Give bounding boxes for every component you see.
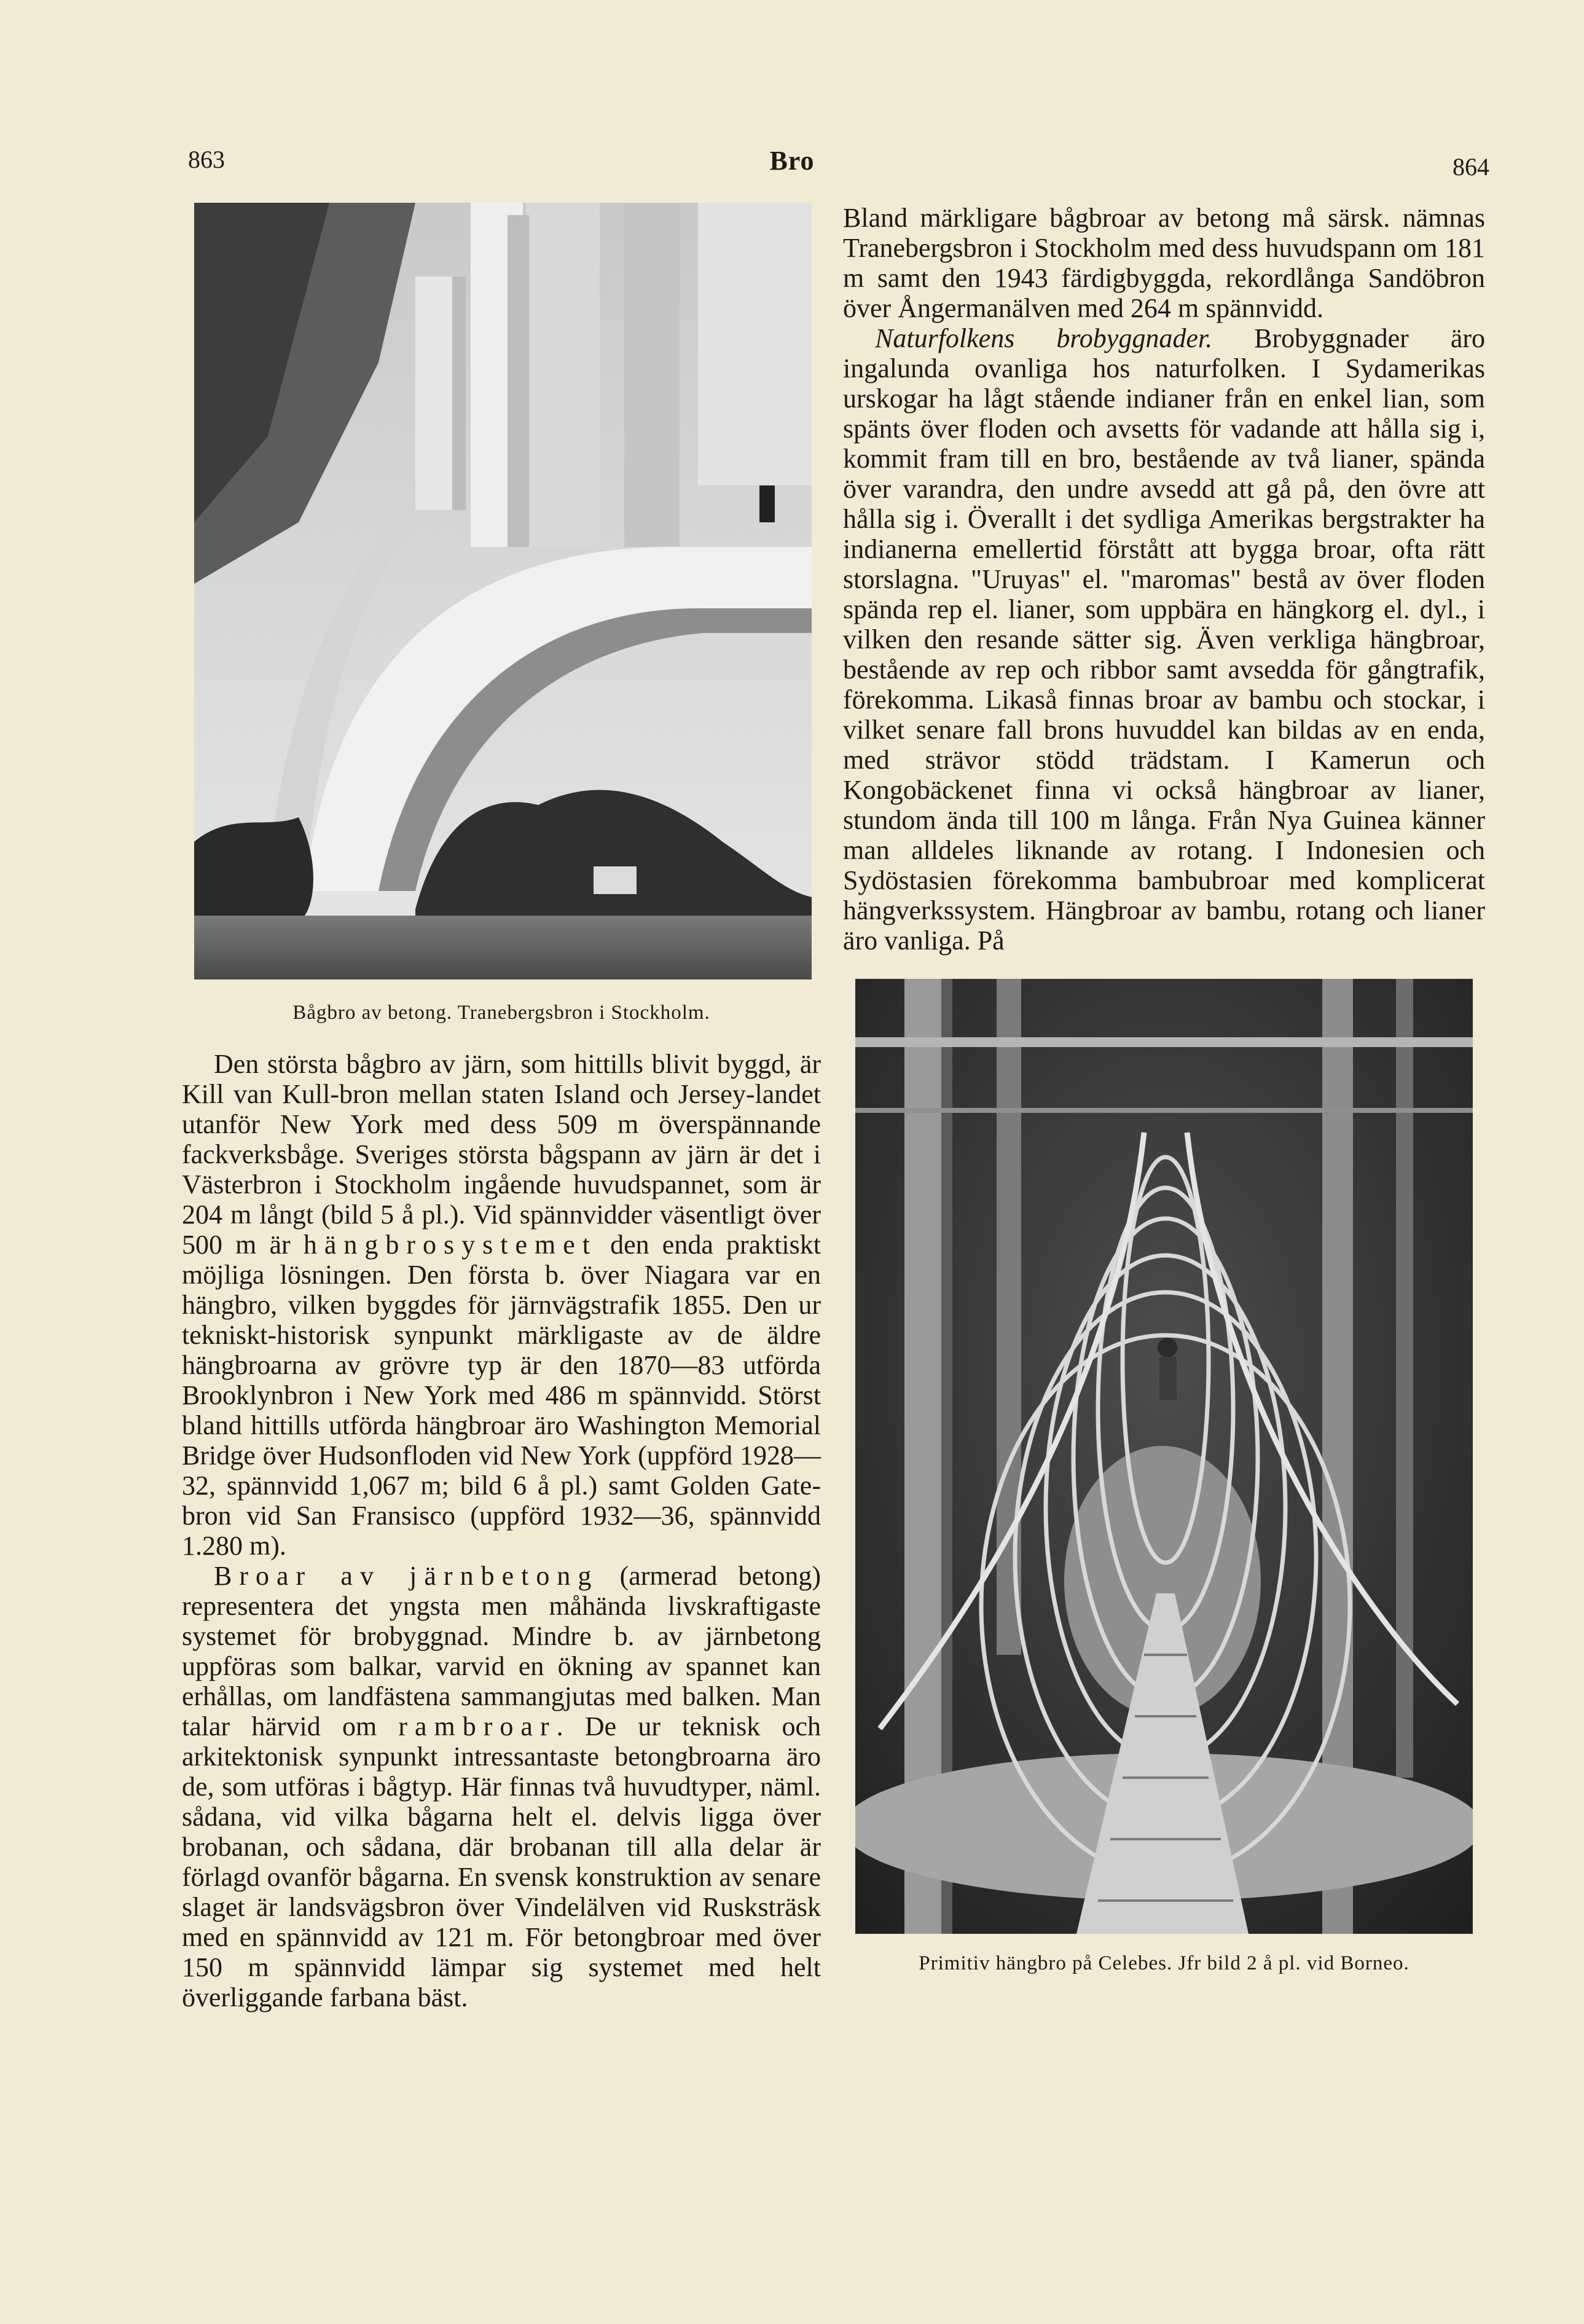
page-number-left: 863 — [188, 146, 225, 173]
paragraph-concrete-arch-bridges: Bland märkligare bågbroar av betong må särsk. nämnas Tranebergsbron i Stockholm med dess huvudspann om 181 m samt den 1943 färdigbyggda, rekordlånga Sandöbron över Ångermanälven med 264 m spännvidd. — [843, 203, 1485, 323]
paragraph-native-bridges: Naturfolkens brobyggnader. Brobyggnader äro ingalunda ovanliga hos naturfolken. I Sydamerikas urskogar ha lågt stående indianer från en enkel lian, som spänts över floden och avsetts för vadande att hålla sig i, kommit fram till en bro, bestående av två lianer, spända över varandra, den undre avsedd att gå på, den övre att hålla sig i. Överallt i det sydliga Amerikas bergstrakter ha indianerna emellertid förstått att bygga broar, ofta rätt storslagna. "Uruyas" el. "maromas" bestå av över floden spända rep el. lianer, som uppbära en hängkorg el. dyl., i vilken den resande sätter sig. Även verkliga hängbroar, bestående av rep och ribbor samt avsedda för gångtrafik, förekomma. Likaså finnas broar av bambu och stockar, i vilket senare fall brons huvuddel kan bildas av en enda, med strävor stödd trädstam. I Kamerun och Kongobäckenet finna vi också hängbroar av lianer, stundom ända till 100 m långa. Från Nya Guinea känner man alldeles liknande av rotang. I Indonesien och Sydöstasien förekomma bambubroar med komplicerat hängverkssystem. Hängbroar av bambu, rotang och lianer äro vanliga. På — [843, 323, 1485, 956]
page-number-right: 864 — [1453, 153, 1489, 181]
right-column — [843, 203, 1485, 1976]
running-head: Bro — [769, 146, 815, 176]
term-hangbrosystemet: hängbrosystemet — [303, 1230, 597, 1260]
suspension-bridge-illustration — [855, 979, 1473, 1934]
suspension-bridge-photo — [855, 979, 1473, 1934]
heading-naturfolkens-brobyggnader: Naturfolkens brobyggnader. — [875, 323, 1213, 353]
caption-arch-bridge: Bågbro av betong. Tranebergsbron i Stockholm. — [292, 1002, 710, 1024]
arch-bridge-illustration — [194, 203, 812, 979]
left-column — [182, 203, 821, 2012]
caption-suspension-bridge: Primitiv hängbro på Celebes. Jfr bild 2 å pl. vid Borneo. — [919, 1952, 1410, 1974]
figure-suspension-bridge — [843, 979, 1485, 1976]
paragraph-iron-bridges: Den största bågbro av järn, som hittills blivit byggd, är Kill van Kull-bron mellan staten Island och Jersey-landet utanför New York med dess 509 m överspännande fackverksbåge. Sveriges största bågspann av järn är det i Västerbron i Stockholm ingående huvudspannet, som är 204 m långt (bild 5 å pl.). Vid spännvidder väsentligt över 500 m är hängbrosystemet den enda praktiskt möjliga lösningen. Den första b. över Niagara var en hängbro, vilken byggdes för järnvägstrafik 1855. Den ur tekniskt-historisk synpunkt märkligaste av de äldre hängbroarna av grövre typ är den 1870—83 utförda Brooklynbron i New York med 486 m spännvidd. Störst bland hittills utförda hängbroar äro Washington Memorial Bridge över Hudsonfloden vid New York (uppförd 1928—32, spännvidd 1,067 m; bild 6 å pl.) samt Golden Gate-bron vid San Fransisco (uppförd 1932—36, spännvidd 1.280 m). — [182, 1049, 821, 1561]
paragraph-concrete-bridges: Broar av järnbetong (armerad betong) representera det yngsta men måhända livskraftigaste systemet för brobyggnad. Mindre b. av järnbetong uppföras som balkar, varvid en ökning av spannet kan erhållas, om landfästena sammangjutas med balken. Man talar härvid om rambroar. De ur teknisk och arkitektonisk synpunkt intressantaste betongbroarna äro de, som utföras i bågtyp. Här finnas två huvudtyper, näml. sådana, vid vilka bågarna helt el. delvis ligga över brobanan, och sådana, där brobanan till alla delar är förlagd ovanför bågarna. En svensk konstruktion av senare slaget är landsvägsbron över Vindelälven vid Rusksträsk med en spännvidd av 121 m. För betongbroar med över 150 m spännvidd lämpar sig systemet med helt överliggande farbana bäst. — [182, 1561, 821, 2012]
figure-arch-bridge — [182, 203, 821, 1024]
term-rambroar: rambroar — [398, 1711, 557, 1741]
arch-bridge-photo — [194, 203, 812, 979]
term-broar-av-jarnbetong: Broar av järnbetong — [214, 1561, 599, 1591]
